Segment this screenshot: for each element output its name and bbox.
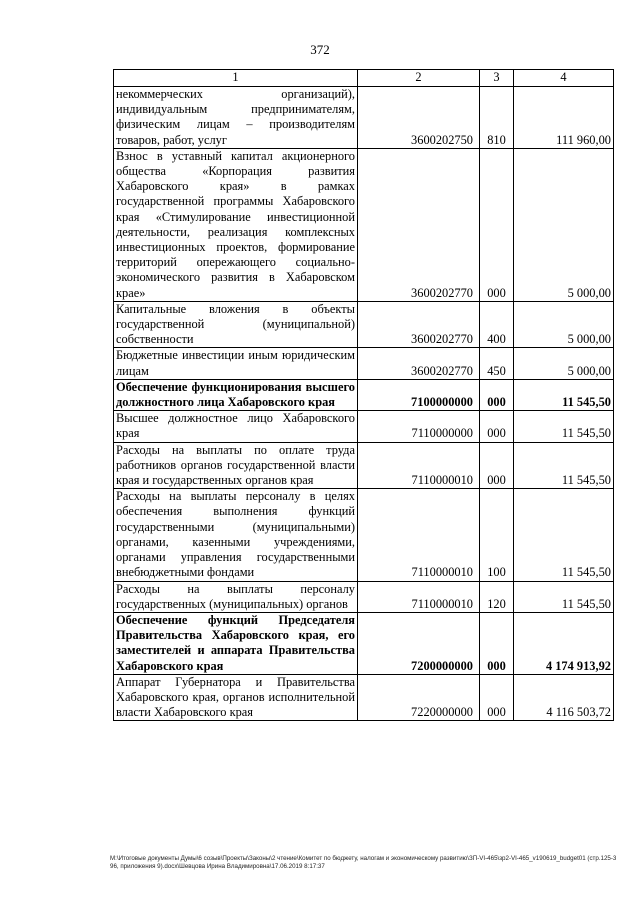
row-name-cell: некоммерческих организаций), индивидуальным предпринимателям, физическим лицам – производителям товаров, работ, услуг xyxy=(114,87,358,149)
row-type-cell: 400 xyxy=(480,301,514,348)
row-amount-cell: 5 000,00 xyxy=(514,301,614,348)
table-row xyxy=(114,148,614,301)
row-code-cell: 7110000010 xyxy=(358,442,480,489)
row-code-cell: 3600202770 xyxy=(358,301,480,348)
row-amount-cell: 5 000,00 xyxy=(514,348,614,379)
row-amount-cell: 111 960,00 xyxy=(514,87,614,149)
header-col-1: 1 xyxy=(114,70,358,87)
row-type-cell: 450 xyxy=(480,348,514,379)
row-code-cell: 7110000000 xyxy=(358,411,480,442)
budget-table xyxy=(113,69,614,721)
table-row xyxy=(114,301,614,348)
row-name-cell: Аппарат Губернатора и Правительства Хабаровского края, органов исполнительной власти Хабаровского края xyxy=(114,674,358,721)
table-row xyxy=(114,489,614,581)
row-amount-cell: 11 545,50 xyxy=(514,442,614,489)
row-code-cell: 3600202770 xyxy=(358,148,480,301)
row-amount-cell: 5 000,00 xyxy=(514,148,614,301)
row-amount-cell: 11 545,50 xyxy=(514,379,614,410)
row-name-cell: Расходы на выплаты по оплате труда работников органов государственной власти края и государственных органов края xyxy=(114,442,358,489)
header-col-3: 3 xyxy=(480,70,514,87)
row-amount-cell: 11 545,50 xyxy=(514,489,614,581)
row-name-cell: Капитальные вложения в объекты государственной (муниципальной) собственности xyxy=(114,301,358,348)
row-type-cell: 000 xyxy=(480,674,514,721)
page-number: 372 xyxy=(310,42,330,57)
header-col-2: 2 xyxy=(358,70,480,87)
row-code-cell: 7110000010 xyxy=(358,489,480,581)
table-row xyxy=(114,442,614,489)
table-header-row xyxy=(114,70,614,87)
row-code-cell: 7110000010 xyxy=(358,581,480,612)
document-footer-path: M:\Итоговые документы Думы\6 созыв\Проекты\Законы\2 чтение\Комитет по бюджету, налогам и экономическому развитию\ЗП-VI-465\зр2-VI-465_v190619_budget01 (стр.125-396, приложения 9).docx\Шевцова Ирина Владимировна\17.06.2019 8:17:37 xyxy=(110,855,617,870)
row-type-cell: 100 xyxy=(480,489,514,581)
row-type-cell: 000 xyxy=(480,442,514,489)
row-name-cell: Бюджетные инвестиции иным юридическим лицам xyxy=(114,348,358,379)
row-amount-cell: 4 116 503,72 xyxy=(514,674,614,721)
row-name-cell: Обеспечение функций Председателя Правительства Хабаровского края, его заместителей и аппарата Правительства Хабаровского края xyxy=(114,612,358,674)
row-name-cell: Расходы на выплаты персоналу в целях обеспечения выполнения функций государственными (муниципальными) органами, казенными учреждениями, органами управления государственными внебюджетными фондами xyxy=(114,489,358,581)
table-row xyxy=(114,581,614,612)
row-code-cell: 7100000000 xyxy=(358,379,480,410)
row-name-cell: Обеспечение функционирования высшего должностного лица Хабаровского края xyxy=(114,379,358,410)
row-type-cell: 000 xyxy=(480,411,514,442)
row-type-cell: 810 xyxy=(480,87,514,149)
row-type-cell: 000 xyxy=(480,148,514,301)
row-type-cell: 120 xyxy=(480,581,514,612)
row-code-cell: 7200000000 xyxy=(358,612,480,674)
row-name-cell: Высшее должностное лицо Хабаровского края xyxy=(114,411,358,442)
row-type-cell: 000 xyxy=(480,379,514,410)
row-code-cell: 7220000000 xyxy=(358,674,480,721)
table-row xyxy=(114,674,614,721)
table-row xyxy=(114,411,614,442)
row-code-cell: 3600202770 xyxy=(358,348,480,379)
header-col-4: 4 xyxy=(514,70,614,87)
row-amount-cell: 4 174 913,92 xyxy=(514,612,614,674)
table-row xyxy=(114,612,614,674)
row-type-cell: 000 xyxy=(480,612,514,674)
row-name-cell: Взнос в уставный капитал акционерного общества «Корпорация развития Хабаровского края» в рамках государственной программы Хабаровского края «Стимулирование инвестиционной деятельности, реализация комплексных инвестиционных проектов, формирование территорий опережающего социально-экономического развития в Хабаровском крае» xyxy=(114,148,358,301)
row-amount-cell: 11 545,50 xyxy=(514,411,614,442)
row-name-cell: Расходы на выплаты персоналу государственных (муниципальных) органов xyxy=(114,581,358,612)
table-row xyxy=(114,379,614,410)
table-row xyxy=(114,348,614,379)
table-row xyxy=(114,87,614,149)
row-code-cell: 3600202750 xyxy=(358,87,480,149)
row-amount-cell: 11 545,50 xyxy=(514,581,614,612)
